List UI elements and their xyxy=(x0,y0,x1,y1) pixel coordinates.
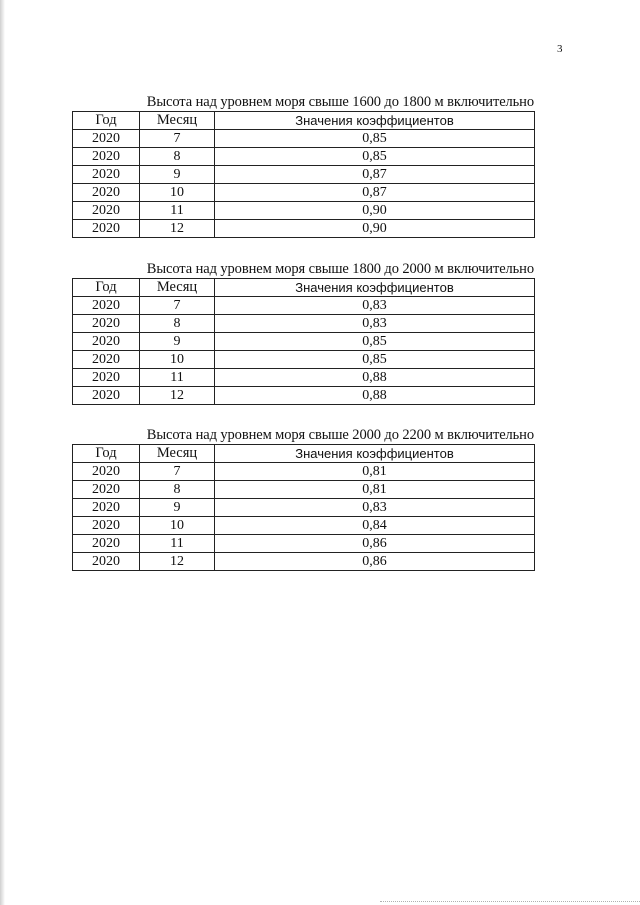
cell-year: 2020 xyxy=(73,535,140,553)
table-row xyxy=(73,202,535,220)
table-row xyxy=(73,535,535,553)
cell-month: 10 xyxy=(140,184,215,202)
cell-year: 2020 xyxy=(73,481,140,499)
column-header-month: Месяц xyxy=(140,112,215,130)
table-row xyxy=(73,166,535,184)
cell-month: 10 xyxy=(140,517,215,535)
cell-value: 0,85 xyxy=(215,351,535,369)
cell-value: 0,81 xyxy=(215,463,535,481)
cell-year: 2020 xyxy=(73,463,140,481)
cell-value: 0,85 xyxy=(215,333,535,351)
column-header-month: Месяц xyxy=(140,445,215,463)
cell-value: 0,81 xyxy=(215,481,535,499)
cell-value: 0,90 xyxy=(215,202,535,220)
cell-value: 0,90 xyxy=(215,220,535,238)
cell-month: 8 xyxy=(140,481,215,499)
cell-year: 2020 xyxy=(73,220,140,238)
column-header-month: Месяц xyxy=(140,279,215,297)
cell-value: 0,83 xyxy=(215,499,535,517)
block-title: Высота над уровнем моря свыше 2000 до 2200 м включительно xyxy=(146,427,534,443)
table-row xyxy=(73,499,535,517)
cell-year: 2020 xyxy=(73,166,140,184)
coefficient-block-1600-1800 xyxy=(72,94,534,238)
table-header-row xyxy=(73,445,535,463)
cell-year: 2020 xyxy=(73,369,140,387)
scan-bottom-edge xyxy=(380,901,640,903)
column-header-value: Значения коэффициентов xyxy=(215,445,535,463)
cell-month: 11 xyxy=(140,535,215,553)
cell-month: 7 xyxy=(140,297,215,315)
cell-year: 2020 xyxy=(73,499,140,517)
cell-month: 11 xyxy=(140,202,215,220)
table-row xyxy=(73,184,535,202)
scan-edge xyxy=(0,0,5,905)
page-number: 3 xyxy=(557,43,563,55)
cell-year: 2020 xyxy=(73,387,140,405)
table-header-row xyxy=(73,279,535,297)
cell-year: 2020 xyxy=(73,297,140,315)
block-title: Высота над уровнем моря свыше 1600 до 1800 м включительно xyxy=(146,94,534,110)
coefficient-table xyxy=(72,111,535,238)
column-header-year: Год xyxy=(73,279,140,297)
column-header-value: Значения коэффициентов xyxy=(215,112,535,130)
table-row xyxy=(73,220,535,238)
table-row xyxy=(73,481,535,499)
cell-value: 0,83 xyxy=(215,315,535,333)
column-header-year: Год xyxy=(73,112,140,130)
cell-month: 12 xyxy=(140,387,215,405)
cell-year: 2020 xyxy=(73,130,140,148)
table-row xyxy=(73,315,535,333)
cell-year: 2020 xyxy=(73,517,140,535)
block-title: Высота над уровнем моря свыше 1800 до 2000 м включительно xyxy=(146,261,534,277)
table-row xyxy=(73,463,535,481)
cell-value: 0,86 xyxy=(215,553,535,571)
table-row xyxy=(73,297,535,315)
cell-year: 2020 xyxy=(73,148,140,166)
cell-month: 7 xyxy=(140,463,215,481)
cell-month: 9 xyxy=(140,166,215,184)
table-row xyxy=(73,130,535,148)
cell-value: 0,86 xyxy=(215,535,535,553)
cell-month: 9 xyxy=(140,333,215,351)
cell-value: 0,84 xyxy=(215,517,535,535)
cell-month: 9 xyxy=(140,499,215,517)
cell-month: 10 xyxy=(140,351,215,369)
coefficient-table xyxy=(72,444,535,571)
column-header-value: Значения коэффициентов xyxy=(215,279,535,297)
column-header-year: Год xyxy=(73,445,140,463)
table-header-row xyxy=(73,112,535,130)
coefficient-table xyxy=(72,278,535,405)
cell-year: 2020 xyxy=(73,351,140,369)
table-row xyxy=(73,148,535,166)
table-row xyxy=(73,351,535,369)
cell-year: 2020 xyxy=(73,202,140,220)
cell-year: 2020 xyxy=(73,184,140,202)
cell-month: 7 xyxy=(140,130,215,148)
cell-year: 2020 xyxy=(73,333,140,351)
cell-month: 8 xyxy=(140,315,215,333)
coefficient-block-1800-2000 xyxy=(72,261,534,405)
cell-value: 0,88 xyxy=(215,369,535,387)
cell-value: 0,85 xyxy=(215,148,535,166)
cell-value: 0,83 xyxy=(215,297,535,315)
table-row xyxy=(73,369,535,387)
cell-month: 11 xyxy=(140,369,215,387)
table-row xyxy=(73,517,535,535)
cell-value: 0,88 xyxy=(215,387,535,405)
cell-value: 0,85 xyxy=(215,130,535,148)
cell-value: 0,87 xyxy=(215,184,535,202)
cell-year: 2020 xyxy=(73,553,140,571)
cell-month: 8 xyxy=(140,148,215,166)
table-row xyxy=(73,553,535,571)
cell-value: 0,87 xyxy=(215,166,535,184)
table-row xyxy=(73,387,535,405)
cell-month: 12 xyxy=(140,553,215,571)
coefficient-block-2000-2200 xyxy=(72,427,534,571)
cell-year: 2020 xyxy=(73,315,140,333)
cell-month: 12 xyxy=(140,220,215,238)
table-row xyxy=(73,333,535,351)
